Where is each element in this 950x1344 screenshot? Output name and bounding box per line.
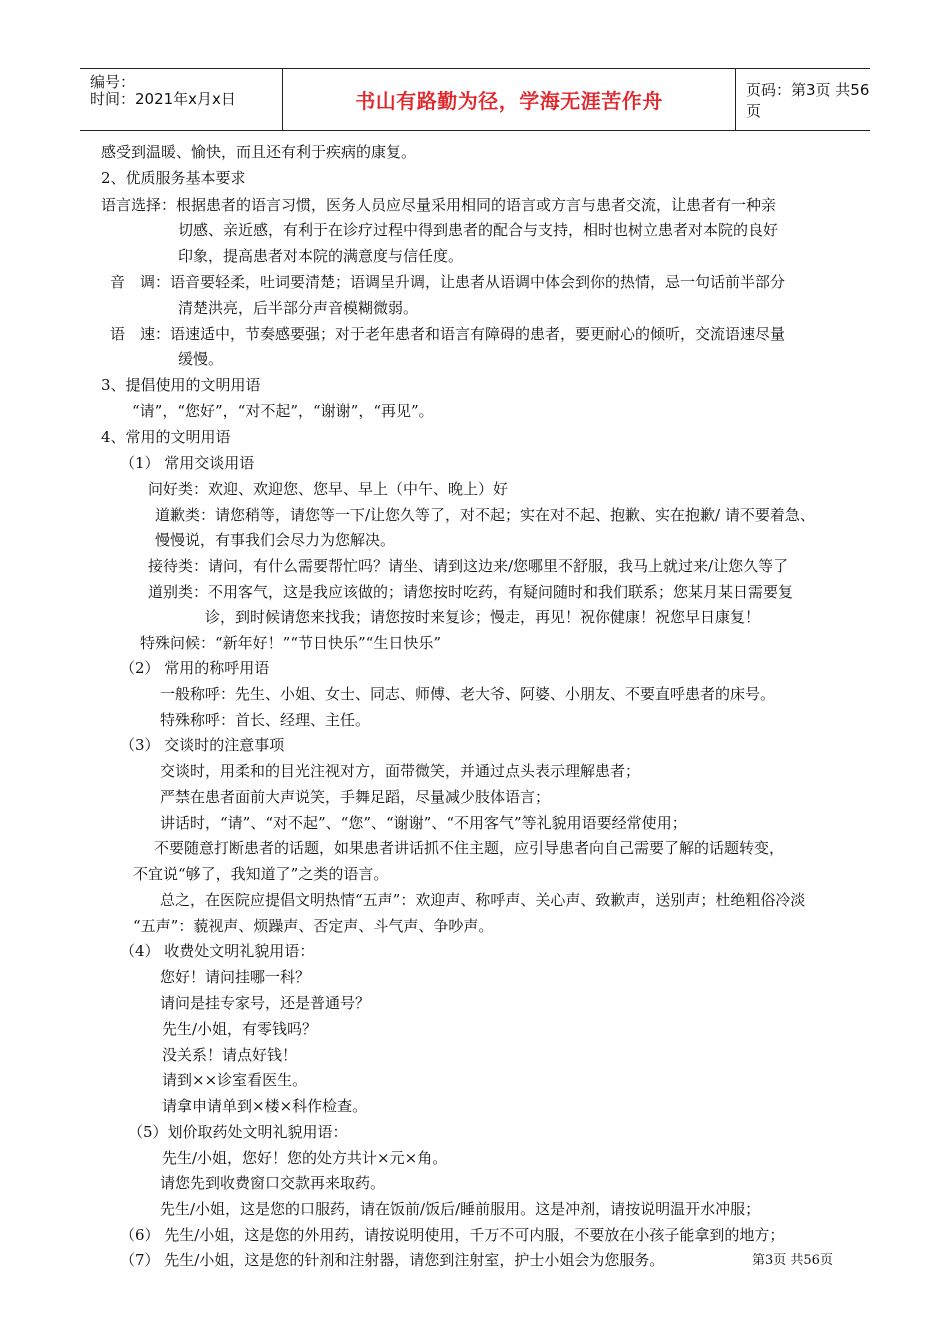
- text-line: 切感、亲近感，有利于在诊疗过程中得到患者的配合与支持，相时也树立患者对本院的良好: [178, 221, 779, 239]
- text-line: （5）划价取药处文明礼貌用语：: [128, 1123, 348, 1141]
- text-line: 4、常用的文明用语: [101, 428, 231, 446]
- text-line: 严禁在患者面前大声说笑，手舞足蹈，尽量减少肢体语言；: [160, 788, 551, 806]
- text-line: 请您先到收费窗口交款再来取药。: [160, 1174, 386, 1192]
- page-footer: 第3页 共56页: [752, 1253, 833, 1268]
- text-line: 慢慢说，有事我们会尽力为您解决。: [155, 531, 396, 549]
- text-line: 特殊问候：“新年好！”“节日快乐”“生日快乐”: [140, 634, 442, 652]
- text-line: 先生/小姐，有零钱吗？: [162, 1020, 318, 1038]
- text-line: 总之，在医院应提倡文明热情“五声”：欢迎声、称呼声、关心声、致歉声，送别声；杜绝粗俗冷淡: [160, 891, 806, 909]
- text-line: 清楚洪亮，后半部分声音模糊微弱。: [178, 299, 419, 317]
- text-line: 先生/小姐，您好！您的处方共计×元×角。: [162, 1149, 448, 1167]
- text-line: 没关系！请点好钱！: [162, 1046, 298, 1064]
- text-line: 诊，到时候请您来找我；请您按时来复诊；慢走，再见！祝你健康！祝您早日康复！: [205, 608, 761, 626]
- text-line: （3） 交谈时的注意事项: [120, 736, 285, 754]
- text-line: 3、提倡使用的文明用语: [101, 376, 261, 394]
- text-line: 请问是挂专家号，还是普通号？: [160, 994, 371, 1012]
- text-line: 不宜说“够了，我知道了”之类的语言。: [133, 865, 389, 883]
- date-label: 时间：2021年x月x日: [90, 90, 236, 108]
- header-page-cell: [736, 69, 880, 130]
- text-line: 2、优质服务基本要求: [101, 169, 246, 187]
- text-line: 交谈时，用柔和的目光注视对方，面带微笑，并通过点头表示理解患者；: [160, 762, 641, 780]
- text-line: 接待类：请问，有什么需要帮忙吗？请坐、请到这边来/您哪里不舒服，我马上就过来/让您久等了: [148, 557, 789, 575]
- header-meta: [80, 69, 282, 130]
- text-line: （2） 常用的称呼用语: [120, 659, 270, 677]
- text-line: （4） 收费处文明礼貌用语：: [120, 942, 315, 960]
- text-line: 问好类：欢迎、欢迎您、您早、早上（中午、晚上）好: [148, 480, 509, 498]
- text-line: 先生/小姐，这是您的口服药，请在饭前/饭后/睡前服用。这是冲剂，请按说明温开水冲服；: [160, 1200, 761, 1218]
- text-line: 不要随意打断患者的话题，如果患者讲话抓不住主题，应引导患者向自己需要了解的话题转变，: [154, 839, 785, 857]
- page-header: [80, 68, 870, 131]
- text-line: “请”，“您好”，“对不起”，“谢谢”，“再见”。: [132, 402, 434, 420]
- document-number-label: 编号：: [90, 73, 136, 91]
- text-line: 语 速：语速适中，节奏感要强；对于老年患者和语言有障碍的患者，要更耐心的倾听，交流语速尽量: [110, 325, 786, 343]
- text-line: 印象，提高患者对本院的满意度与信任度。: [178, 247, 464, 265]
- text-line: （6） 先生/小姐，这是您的外用药，请按说明使用，千万不可内服，不要放在小孩子能拿到的地方；: [120, 1226, 785, 1244]
- text-line: 语言选择：根据患者的语言习惯，医务人员应尽量采用相同的语言或方言与患者交流，让患者有一种亲: [101, 196, 777, 214]
- text-line: 您好！请问挂哪一科？: [160, 968, 311, 986]
- text-line: 缓慢。: [178, 350, 224, 368]
- header-motto-cell: [282, 69, 736, 130]
- text-line: 请到××诊室看医生。: [162, 1071, 308, 1089]
- text-line: 音 调：语音要轻柔，吐词要清楚；语调呈升调，让患者从语调中体会到你的热情，忌一句话前半部分: [110, 273, 786, 291]
- text-line: 道歉类：请您稍等，请您等一下/让您久等了，对不起；实在对不起、抱歉、实在抱歉/ 请不要着急、: [155, 506, 815, 524]
- text-line: 讲话时，“请”、“对不起”、“您”、“谢谢”、“不用客气”等礼貌用语要经常使用；: [160, 814, 687, 832]
- header-motto: 书山有路勤为径，学海无涯苦作舟: [355, 89, 663, 113]
- text-line: 特殊称呼：首长、经理、主任。: [160, 711, 371, 729]
- text-line: 一般称呼：先生、小姐、女士、同志、师傅、老大爷、阿婆、小朋友、不要直呼患者的床号。: [160, 685, 776, 703]
- text-line: 感受到温暖、愉快，而且还有利于疾病的康复。: [101, 143, 417, 161]
- text-line: 请拿申请单到×楼×科作检查。: [162, 1097, 368, 1115]
- text-line: （1） 常用交谈用语: [120, 454, 255, 472]
- text-line: “五声”：藐视声、烦躁声、否定声、斗气声、争吵声。: [133, 917, 494, 935]
- page-number-label: 页码：第3页 共56页: [746, 80, 870, 120]
- text-line: （7） 先生/小姐，这是您的针剂和注射器，请您到注射室，护士小姐会为您服务。: [120, 1251, 665, 1269]
- text-line: 道别类：不用客气，这是我应该做的；请您按时吃药，有疑问随时和我们联系；您某月某日需要复: [148, 583, 794, 601]
